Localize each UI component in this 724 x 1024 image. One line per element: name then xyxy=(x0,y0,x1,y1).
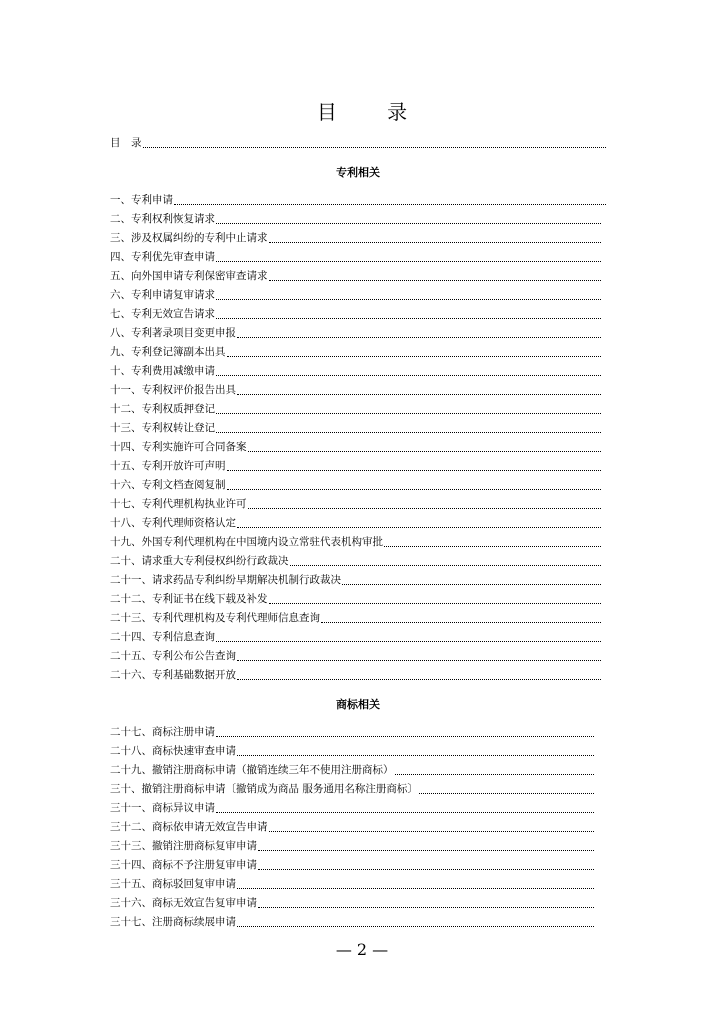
toc-entry-label: 三十、撤销注册商标申请〔撤销成为商品 服务通用名称注册商标〕 xyxy=(110,783,418,795)
leader-dots xyxy=(269,241,602,243)
leader-dots xyxy=(258,849,594,851)
leader-dots xyxy=(216,412,601,414)
toc-entry-label: 三十三、撤销注册商标复审申请 xyxy=(110,840,257,852)
toc-entry[interactable] xyxy=(110,533,606,552)
toc-entry[interactable] xyxy=(110,457,606,476)
leader-dots xyxy=(216,735,594,737)
toc-entry-label: 十六、专利文档查阅复制 xyxy=(110,479,226,491)
toc-entry-label: 二十九、撤销注册商标申请（撤销连续三年不使用注册商标） xyxy=(110,764,394,776)
toc-entry-label: 二十三、专利代理机构及专利代理师信息查询 xyxy=(110,612,320,624)
page-title: 目 录 xyxy=(316,100,430,124)
toc-entry-label: 三十七、注册商标续展申请 xyxy=(110,916,236,928)
leader-dots xyxy=(321,621,601,623)
leader-dots xyxy=(342,583,601,585)
toc-entry-label: 二十、请求重大专利侵权纠纷行政裁决 xyxy=(110,555,289,567)
toc-entry[interactable] xyxy=(110,837,606,856)
toc-entry-label: 三、涉及权属纠纷的专利中止请求 xyxy=(110,232,268,244)
toc-entry[interactable] xyxy=(110,343,606,362)
toc-entry-label: 二十六、专利基础数据开放 xyxy=(110,669,236,681)
toc-entry-label: 十五、专利开放许可声明 xyxy=(110,460,226,472)
toc-entry-label: 十八、专利代理师资格认定 xyxy=(110,517,236,529)
table-of-contents xyxy=(110,134,606,932)
leader-dots xyxy=(143,146,607,148)
toc-entry-label: 八、专利著录项目变更申报 xyxy=(110,327,236,339)
toc-entry[interactable] xyxy=(110,666,606,685)
toc-entry[interactable] xyxy=(110,609,606,628)
toc-entry-label: 二十八、商标快速审查申请 xyxy=(110,745,236,757)
leader-dots xyxy=(237,925,594,927)
leader-dots xyxy=(395,773,595,775)
toc-entry[interactable] xyxy=(110,552,606,571)
toc-entry[interactable] xyxy=(110,248,606,267)
toc-entry[interactable] xyxy=(110,723,606,742)
toc-entry-label: 四、专利优先审查申请 xyxy=(110,251,215,263)
toc-entry-label: 三十二、商标依申请无效宣告申请 xyxy=(110,821,268,833)
trademark-entry-list xyxy=(110,723,606,932)
toc-entry[interactable] xyxy=(110,419,606,438)
toc-entry[interactable] xyxy=(110,856,606,875)
toc-entry-label: 三十五、商标驳回复审申请 xyxy=(110,878,236,890)
toc-entry[interactable] xyxy=(110,894,606,913)
toc-entry[interactable] xyxy=(110,799,606,818)
toc-entry-label: 十九、外国专利代理机构在中国境内设立常驻代表机构审批 xyxy=(110,536,383,548)
toc-entry-label: 一、专利申请 xyxy=(110,194,173,206)
leader-dots xyxy=(216,260,601,262)
leader-dots xyxy=(216,298,601,300)
leader-dots xyxy=(248,450,602,452)
toc-entry-label: 二十四、专利信息查询 xyxy=(110,631,215,643)
toc-entry[interactable] xyxy=(110,191,606,210)
patent-entry-list xyxy=(110,191,606,685)
toc-entry-label: 十一、专利权评价报告出具 xyxy=(110,384,236,396)
toc-entry-label: 二十五、专利公布公告查询 xyxy=(110,650,236,662)
toc-entry-label: 九、专利登记簿副本出具 xyxy=(110,346,226,358)
leader-dots xyxy=(237,393,601,395)
toc-entry[interactable] xyxy=(110,324,606,343)
toc-entry-label: 五、向外国申请专利保密审查请求 xyxy=(110,270,268,282)
leader-dots xyxy=(216,317,601,319)
toc-entry[interactable] xyxy=(110,210,606,229)
toc-entry[interactable] xyxy=(110,875,606,894)
leader-dots xyxy=(384,545,601,547)
leader-dots xyxy=(237,336,601,338)
toc-entry[interactable] xyxy=(110,742,606,761)
leader-dots xyxy=(227,488,602,490)
leader-dots xyxy=(216,640,601,642)
toc-entry-label: 十、专利费用减缴申请 xyxy=(110,365,215,377)
leader-dots xyxy=(216,222,601,224)
leader-dots xyxy=(237,754,594,756)
leader-dots xyxy=(237,678,601,680)
leader-dots xyxy=(237,887,594,889)
leader-dots xyxy=(216,374,601,376)
toc-entry[interactable] xyxy=(110,761,606,780)
toc-entry[interactable] xyxy=(110,571,606,590)
toc-entry[interactable] xyxy=(110,495,606,514)
leader-dots xyxy=(258,868,594,870)
toc-entry[interactable] xyxy=(110,305,606,324)
toc-entry-label: 二十二、专利证书在线下载及补发 xyxy=(110,593,268,605)
leader-dots xyxy=(290,564,602,566)
leader-dots xyxy=(227,355,602,357)
toc-entry[interactable] xyxy=(110,400,606,419)
toc-entry-label: 三十六、商标无效宣告复审申请 xyxy=(110,897,257,909)
page-number: — 2 — xyxy=(335,940,389,959)
leader-dots xyxy=(237,659,601,661)
leader-dots xyxy=(227,469,602,471)
toc-entry-label: 二十一、请求药品专利纠纷早期解决机制行政裁决 xyxy=(110,574,341,586)
toc-entry[interactable] xyxy=(110,476,606,495)
toc-entry[interactable] xyxy=(110,818,606,837)
toc-entry[interactable] xyxy=(110,514,606,533)
toc-entry-contents[interactable] xyxy=(110,134,606,153)
toc-entry-label: 十三、专利权转让登记 xyxy=(110,422,215,434)
toc-entry-label: 三十一、商标异议申请 xyxy=(110,802,215,814)
toc-entry[interactable] xyxy=(110,628,606,647)
leader-dots xyxy=(174,203,606,205)
toc-entry[interactable] xyxy=(110,381,606,400)
toc-entry[interactable] xyxy=(110,362,606,381)
section-heading-trademark: 商标相关 xyxy=(336,698,380,711)
toc-entry[interactable] xyxy=(110,229,606,248)
leader-dots xyxy=(216,431,601,433)
toc-entry[interactable] xyxy=(110,590,606,609)
toc-entry[interactable] xyxy=(110,267,606,286)
toc-entry-label: 目 录 xyxy=(110,137,142,149)
leader-dots xyxy=(269,279,602,281)
leader-dots xyxy=(269,830,595,832)
toc-entry-label: 十七、专利代理机构执业许可 xyxy=(110,498,247,510)
leader-dots xyxy=(419,792,594,794)
leader-dots xyxy=(237,526,601,528)
leader-dots xyxy=(248,507,602,509)
leader-dots xyxy=(258,906,594,908)
toc-entry-label: 二十七、商标注册申请 xyxy=(110,726,215,738)
toc-entry-label: 二、专利权利恢复请求 xyxy=(110,213,215,225)
toc-entry-label: 十四、专利实施许可合同备案 xyxy=(110,441,247,453)
toc-entry[interactable] xyxy=(110,647,606,666)
leader-dots xyxy=(216,811,594,813)
leader-dots xyxy=(269,602,602,604)
toc-entry-label: 三十四、商标不予注册复审申请 xyxy=(110,859,257,871)
toc-entry-label: 十二、专利权质押登记 xyxy=(110,403,215,415)
toc-entry[interactable] xyxy=(110,438,606,457)
section-heading-patent: 专利相关 xyxy=(336,166,380,179)
toc-entry[interactable] xyxy=(110,780,606,799)
toc-entry-label: 六、专利申请复审请求 xyxy=(110,289,215,301)
toc-entry[interactable] xyxy=(110,286,606,305)
toc-entry[interactable] xyxy=(110,913,606,932)
toc-entry-label: 七、专利无效宣告请求 xyxy=(110,308,215,320)
